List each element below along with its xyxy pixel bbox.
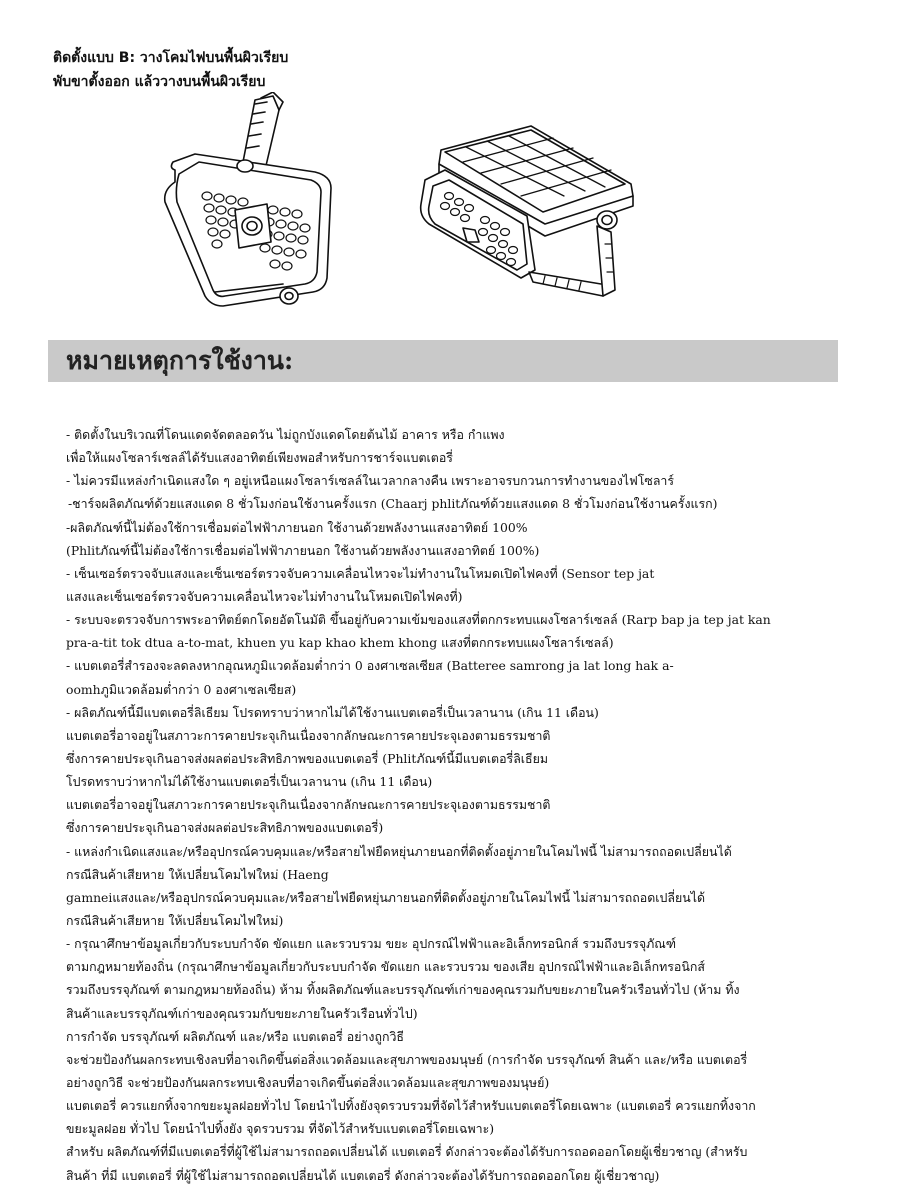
note-line: สินค้าและบรรจุภัณฑ์เก่าของคุณรวมกับขยะภายในครัวเรือนทั่วไป) bbox=[66, 1005, 418, 1021]
note-line: ขยะมูลฝอย ทั่วไป โดยนำไปทิ้งยัง จุดรวบรวม ที่จัดไว้สำหรับแบตเตอรี่โดยเฉพาะ) bbox=[66, 1121, 495, 1137]
note-line: - แบตเตอรี่สำรองจะลดลงหากอุณหภูมิแวดล้อมต่ำกว่า 0 องศาเซลเซียส (Batteree samrong ja lat long hak a- bbox=[66, 658, 674, 674]
lamp-on-flat-surface-front-icon bbox=[155, 92, 370, 314]
note-line: -ชาร์จผลิตภัณฑ์ด้วยแสงแดด 8 ชั่วโมงก่อนใช้งานครั้งแรก (Chaarj phlitภัณฑ์ด้วยแสงแดด 8 ชั่วโมงก่อนใช้งานครั้งแรก) bbox=[68, 496, 718, 512]
notes-banner bbox=[48, 340, 838, 382]
note-line: แสงและเซ็นเซอร์ตรวจจับความเคลื่อนไหวจะไม่ทำงานในโหมดเปิดไฟคงที่) bbox=[66, 588, 463, 604]
note-line: แบตเตอรี่อาจอยู่ในสภาวะการคายประจุเกินเนื่องจากลักษณะการคายประจุเองตามธรรมชาติ bbox=[66, 727, 551, 743]
note-line: การกำจัด บรรจุภัณฑ์ ผลิตภัณฑ์ และ/หรือ แบตเตอรี่ อย่างถูกวิธี bbox=[66, 1028, 404, 1044]
note-line: ซึ่งการคายประจุเกินอาจส่งผลต่อประสิทธิภาพของแบตเตอรี่ (Phlitภัณฑ์นี้มีแบตเตอรี่ลิเธียม bbox=[66, 750, 549, 766]
note-line: (Phlitภัณฑ์นี้ไม่ต้องใช้การเชื่อมต่อไฟฟ้าภายนอก ใช้งานด้วยพลังงานแสงอาทิตย์ 100%) bbox=[66, 542, 540, 558]
note-line: กรณีสินค้าเสียหาย ให้เปลี่ยนโคมไฟใหม่) bbox=[66, 912, 284, 928]
note-line: แบตเตอรี่ ควรแยกทิ้งจากขยะมูลฝอยทั่วไป โดยนำไปทิ้งยังจุดรวบรวมที่จัดไว้สำหรับแบตเตอรี่โดยเฉพาะ (แบตเตอรี่ ควรแยกทิ้งจาก bbox=[66, 1098, 756, 1114]
note-line: ซึ่งการคายประจุเกินอาจส่งผลต่อประสิทธิภาพของแบตเตอรี่) bbox=[66, 820, 384, 836]
note-line: -ผลิตภัณฑ์นี้ไม่ต้องใช้การเชื่อมต่อไฟฟ้าภายนอก ใช้งานด้วยพลังงานแสงอาทิตย์ 100% bbox=[66, 519, 528, 535]
note-line: - ไม่ควรมีแหล่งกำเนิดแสงใด ๆ อยู่เหนือแผงโซลาร์เซลล์ในเวลากลางคืน เพราะอาจรบกวนการทำงานของไฟโซลาร์ bbox=[66, 473, 675, 489]
install-option-title: ติดตั้งแบบ B: วางโคมไฟบนพื้นผิวเรียบ bbox=[53, 50, 289, 66]
note-line: แบตเตอรี่อาจอยู่ในสภาวะการคายประจุเกินเนื่องจากลักษณะการคายประจุเองตามธรรมชาติ bbox=[66, 797, 551, 813]
note-line: ตามกฎหมายท้องถิ่น (กรุณาศึกษาข้อมูลเกี่ยวกับระบบกำจัด ขัดแยก และรวบรวม ของเสีย อุปกรณ์ไฟฟ้าและอิเล็กทรอนิกส์ bbox=[66, 959, 705, 975]
note-line: รวมถึงบรรจุภัณฑ์ ตามกฎหมายท้องถิ่น) ห้าม ทิ้งผลิตภัณฑ์และบรรจุภัณฑ์เก่าของคุณรวมกับขยะภายในครัวเรือนทั่วไป (ห้าม ทิ้ง bbox=[66, 982, 740, 998]
note-line: สำหรับ ผลิตภัณฑ์ที่มีแบตเตอรี่ที่ผู้ใช้ไม่สามารถถอดเปลี่ยนได้ แบตเตอรี่ ดังกล่าวจะต้องได้รับการถอดออกโดยผู้เชี่ยวชาญ (สำหรับ bbox=[66, 1144, 748, 1160]
lamp-on-flat-surface-angled-icon bbox=[405, 120, 650, 310]
note-line: gamneiแสงและ/หรืออุปกรณ์ควบคุมและ/หรือสายไฟยืดหยุ่นภายนอกที่ติดตั้งอยู่ภายในโคมไฟนี้ ไม่สามารถถอดเปลี่ยนได้ bbox=[66, 889, 705, 905]
note-line: เพื่อให้แผงโซลาร์เซลล์ได้รับแสงอาทิตย์เพียงพอสำหรับการชาร์จแบตเตอรี่ bbox=[66, 450, 453, 466]
notes-title: หมายเหตุการใช้งาน: bbox=[66, 346, 294, 375]
note-line: อย่างถูกวิธี จะช่วยป้องกันผลกระทบเชิงลบที่อาจเกิดขึ้นต่อสิ่งแวดล้อมและสุขภาพของมนุษย์) bbox=[66, 1074, 550, 1090]
install-option-subtitle: พับขาตั้งออก แล้ววางบนพื้นผิวเรียบ bbox=[53, 74, 266, 90]
note-line: - เซ็นเซอร์ตรวจจับแสงและเซ็นเซอร์ตรวจจับความเคลื่อนไหวจะไม่ทำงานในโหมดเปิดไฟคงที่ (Sensor tep jat bbox=[66, 565, 655, 581]
note-line: - แหล่งกำเนิดแสงและ/หรืออุปกรณ์ควบคุมและ/หรือสายไฟยืดหยุ่นภายนอกที่ติดตั้งอยู่ภายในโคมไฟนี้ ไม่สามารถถอดเปลี่ยนได้ bbox=[66, 843, 732, 859]
note-line: oomhภูมิแวดล้อมต่ำกว่า 0 องศาเซลเซียส) bbox=[66, 681, 297, 697]
note-line: โปรดทราบว่าหากไม่ได้ใช้งานแบตเตอรี่เป็นเวลานาน (เกิน 11 เดือน) bbox=[66, 774, 433, 790]
note-line: จะช่วยป้องกันผลกระทบเชิงลบที่อาจเกิดขึ้นต่อสิ่งแวดล้อมและสุขภาพของมนุษย์ (การกำจัด บรรจุภัณฑ์ สินค้า และ/หรือ แบตเตอรี่ bbox=[66, 1051, 748, 1067]
note-line: - ระบบจะตรวจจับการพระอาทิตย์ตกโดยอัตโนมัติ ขึ้นอยู่กับความเข้มของแสงที่ตกกระทบแผงโซลาร์เซลล์ (Rarp bap ja tep jat kan bbox=[66, 612, 771, 628]
note-line: pra-a-tit tok dtua a-to-mat, khuen yu kap khao khem khong แสงที่ตกกระทบแผงโซลาร์เซลล์) bbox=[66, 635, 614, 651]
note-line: สินค้า ที่มี แบตเตอรี่ ที่ผู้ใช้ไม่สามารถถอดเปลี่ยนได้ แบตเตอรี่ ดังกล่าวจะต้องได้รับการถอดออกโดย ผู้เชี่ยวชาญ) bbox=[66, 1167, 660, 1183]
note-line: - กรุณาศึกษาข้อมูลเกี่ยวกับระบบกำจัด ขัดแยก และรวบรวม ขยะ อุปกรณ์ไฟฟ้าและอิเล็กทรอนิกส์ รวมถึงบรรจุภัณฑ์ bbox=[66, 936, 677, 952]
note-line: - ติดตั้งในบริเวณที่โดนแดดจัดตลอดวัน ไม่ถูกบังแดดโดยต้นไม้ อาคาร หรือ กำแพง bbox=[66, 427, 505, 442]
note-line: กรณีสินค้าเสียหาย ให้เปลี่ยนโคมไฟใหม่ (Haeng bbox=[66, 866, 329, 882]
install-option-heading bbox=[53, 46, 653, 94]
usage-notes bbox=[66, 423, 826, 1187]
note-line: - ผลิตภัณฑ์นี้มีแบตเตอรี่ลิเธียม โปรดทราบว่าหากไม่ได้ใช้งานแบตเตอรี่เป็นเวลานาน (เกิน 11 เดือน) bbox=[66, 704, 599, 720]
